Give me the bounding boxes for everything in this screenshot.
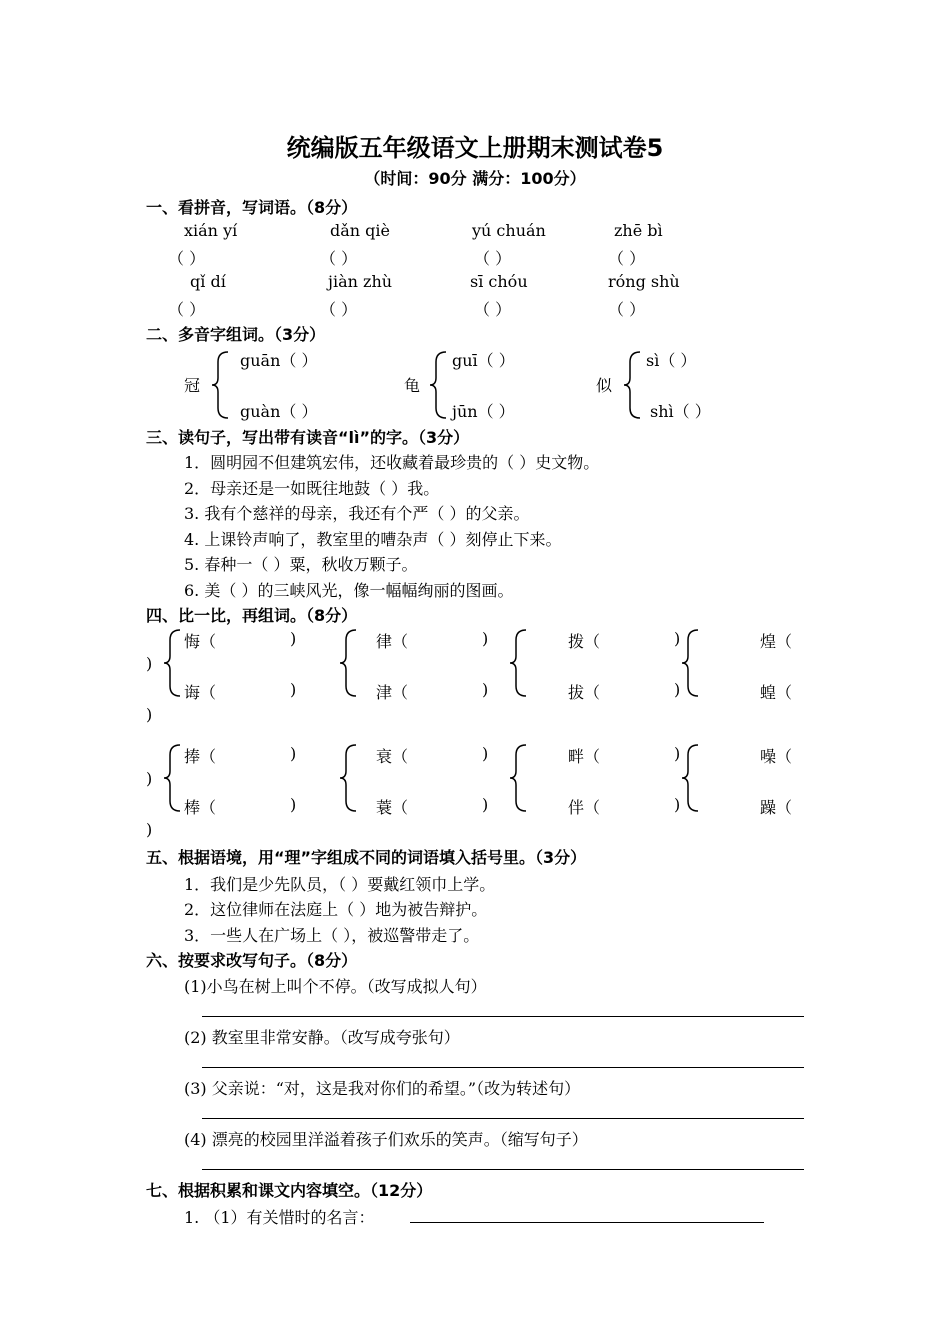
left-brace-icon [338, 628, 358, 698]
compare-close: ) [482, 629, 489, 648]
rewrite-item: (2) 教室里非常安静。（改写成夸张句） [184, 1028, 460, 1047]
compare-close: ) [674, 629, 681, 648]
compare-close: ) [290, 680, 297, 699]
section-1-heading: 一、看拼音，写词语。（8分） [146, 198, 358, 217]
left-brace-icon [162, 628, 182, 698]
answer-line[interactable] [202, 1169, 804, 1170]
section-7-heading: 七、根据积累和课文内容填空。（12分） [146, 1181, 433, 1200]
pinyin-4: zhē bì [614, 221, 663, 240]
compare-char[interactable]: 噪（ [760, 747, 793, 766]
page-subtitle: （时间：90分 满分：100分） [364, 169, 586, 188]
sentence-item: 4. 上课铃声响了，教室里的嘈杂声（ ）刻停止下来。 [184, 530, 562, 549]
answer-blank[interactable]: （ ） [608, 300, 646, 319]
answer-line[interactable] [410, 1222, 764, 1223]
pinyin-6: jiàn zhù [328, 272, 393, 291]
answer-blank[interactable]: （ ） [474, 300, 512, 319]
pinyin-1: xián yí [184, 221, 238, 240]
left-brace-icon [210, 350, 230, 420]
polyphone-char: 似 [596, 376, 613, 395]
sentence-item: 3. 我有个慈祥的母亲，我还有个严（ ）的父亲。 [184, 504, 530, 523]
sentence-item: 5. 春种一（ ）粟，秋收万颗子。 [184, 555, 418, 574]
left-brace-icon [508, 628, 528, 698]
answer-blank[interactable]: （ ） [168, 300, 206, 319]
compare-char[interactable]: 蓑（ [376, 798, 409, 817]
compare-close: ) [146, 705, 153, 724]
sentence-item: 2．母亲还是一如既往地鼓（ ）我。 [184, 479, 440, 498]
polyphone-reading[interactable]: guàn（ ） [240, 402, 318, 421]
compare-char[interactable]: 诲（ [184, 683, 217, 702]
compare-char[interactable]: 棒（ [184, 798, 217, 817]
section-5-heading: 五、根据语境，用“理”字组成不同的词语填入括号里。（3分） [146, 848, 587, 867]
compare-close: ) [146, 769, 153, 788]
polyphone-char: 龟 [404, 376, 421, 395]
compare-char[interactable]: 躁（ [760, 798, 793, 817]
compare-char[interactable]: 拔（ [568, 683, 601, 702]
left-brace-icon [622, 350, 642, 420]
left-brace-icon [162, 743, 182, 813]
pinyin-8: róng shù [608, 272, 680, 291]
compare-char[interactable]: 捧（ [184, 747, 217, 766]
compare-close: ) [290, 795, 297, 814]
page-title: 统编版五年级语文上册期末测试卷5 [286, 134, 664, 162]
rewrite-item: (4) 漂亮的校园里洋溢着孩子们欢乐的笑声。（缩写句子） [184, 1130, 588, 1149]
polyphone-reading[interactable]: guī（ ） [452, 351, 515, 370]
compare-close: ) [482, 795, 489, 814]
rewrite-item: (3) 父亲说：“对，这是我对你们的希望。”（改为转述句） [184, 1079, 581, 1098]
sentence-item: 6. 美（ ）的三峡风光，像一幅幅绚丽的图画。 [184, 581, 514, 600]
section-2-heading: 二、多音字组词。（3分） [146, 325, 326, 344]
sentence-item: 1．我们是少先队员，（ ）要戴红领巾上学。 [184, 875, 496, 894]
section-4-heading: 四、比一比，再组词。（8分） [146, 606, 358, 625]
left-brace-icon [508, 743, 528, 813]
section-3-heading: 三、读句子，写出带有读音“lì”的字。（3分） [146, 428, 470, 447]
sentence-item: 3．一些人在广场上（ ），被巡警带走了。 [184, 926, 480, 945]
pinyin-7: sī chóu [470, 272, 528, 291]
polyphone-reading[interactable]: guān（ ） [240, 351, 318, 370]
compare-char[interactable]: 煌（ [760, 632, 793, 651]
compare-close: ) [290, 629, 297, 648]
left-brace-icon [680, 628, 700, 698]
compare-close: ) [482, 744, 489, 763]
compare-char[interactable]: 畔（ [568, 747, 601, 766]
compare-char[interactable]: 律（ [376, 632, 409, 651]
pinyin-5: qǐ dí [190, 272, 226, 291]
compare-char[interactable]: 拨（ [568, 632, 601, 651]
polyphone-char: 冠 [184, 376, 201, 395]
sentence-item: 2．这位律师在法庭上（ ）地为被告辩护。 [184, 900, 488, 919]
compare-close: ) [674, 680, 681, 699]
answer-blank[interactable]: （ ） [320, 249, 358, 268]
answer-blank[interactable]: （ ） [168, 249, 206, 268]
compare-char[interactable]: 津（ [376, 683, 409, 702]
compare-char[interactable]: 悔（ [184, 632, 217, 651]
fill-item: 1. （1）有关惜时的名言： [184, 1208, 375, 1227]
compare-close: ) [674, 744, 681, 763]
answer-line[interactable] [202, 1016, 804, 1017]
rewrite-item: (1)小鸟在树上叫个不停。（改写成拟人句） [184, 977, 487, 996]
answer-line[interactable] [202, 1067, 804, 1068]
answer-line[interactable] [202, 1118, 804, 1119]
polyphone-reading[interactable]: shì（ ） [650, 402, 711, 421]
answer-blank[interactable]: （ ） [320, 300, 358, 319]
polyphone-reading[interactable]: sì（ ） [646, 351, 697, 370]
pinyin-2: dǎn qiè [330, 221, 390, 240]
sentence-item: 1．圆明园不但建筑宏伟，还收藏着最珍贵的（ ）史文物。 [184, 453, 600, 472]
compare-close: ) [146, 654, 153, 673]
answer-blank[interactable]: （ ） [474, 249, 512, 268]
left-brace-icon [338, 743, 358, 813]
compare-char[interactable]: 伴（ [568, 798, 601, 817]
compare-close: ) [482, 680, 489, 699]
compare-close: ) [146, 820, 153, 839]
compare-close: ) [290, 744, 297, 763]
compare-char[interactable]: 蝗（ [760, 683, 793, 702]
polyphone-reading[interactable]: jūn（ ） [452, 402, 515, 421]
left-brace-icon [428, 350, 448, 420]
left-brace-icon [680, 743, 700, 813]
pinyin-3: yú chuán [472, 221, 546, 240]
answer-blank[interactable]: （ ） [608, 249, 646, 268]
section-6-heading: 六、按要求改写句子。（8分） [146, 951, 358, 970]
compare-char[interactable]: 衰（ [376, 747, 409, 766]
compare-close: ) [674, 795, 681, 814]
